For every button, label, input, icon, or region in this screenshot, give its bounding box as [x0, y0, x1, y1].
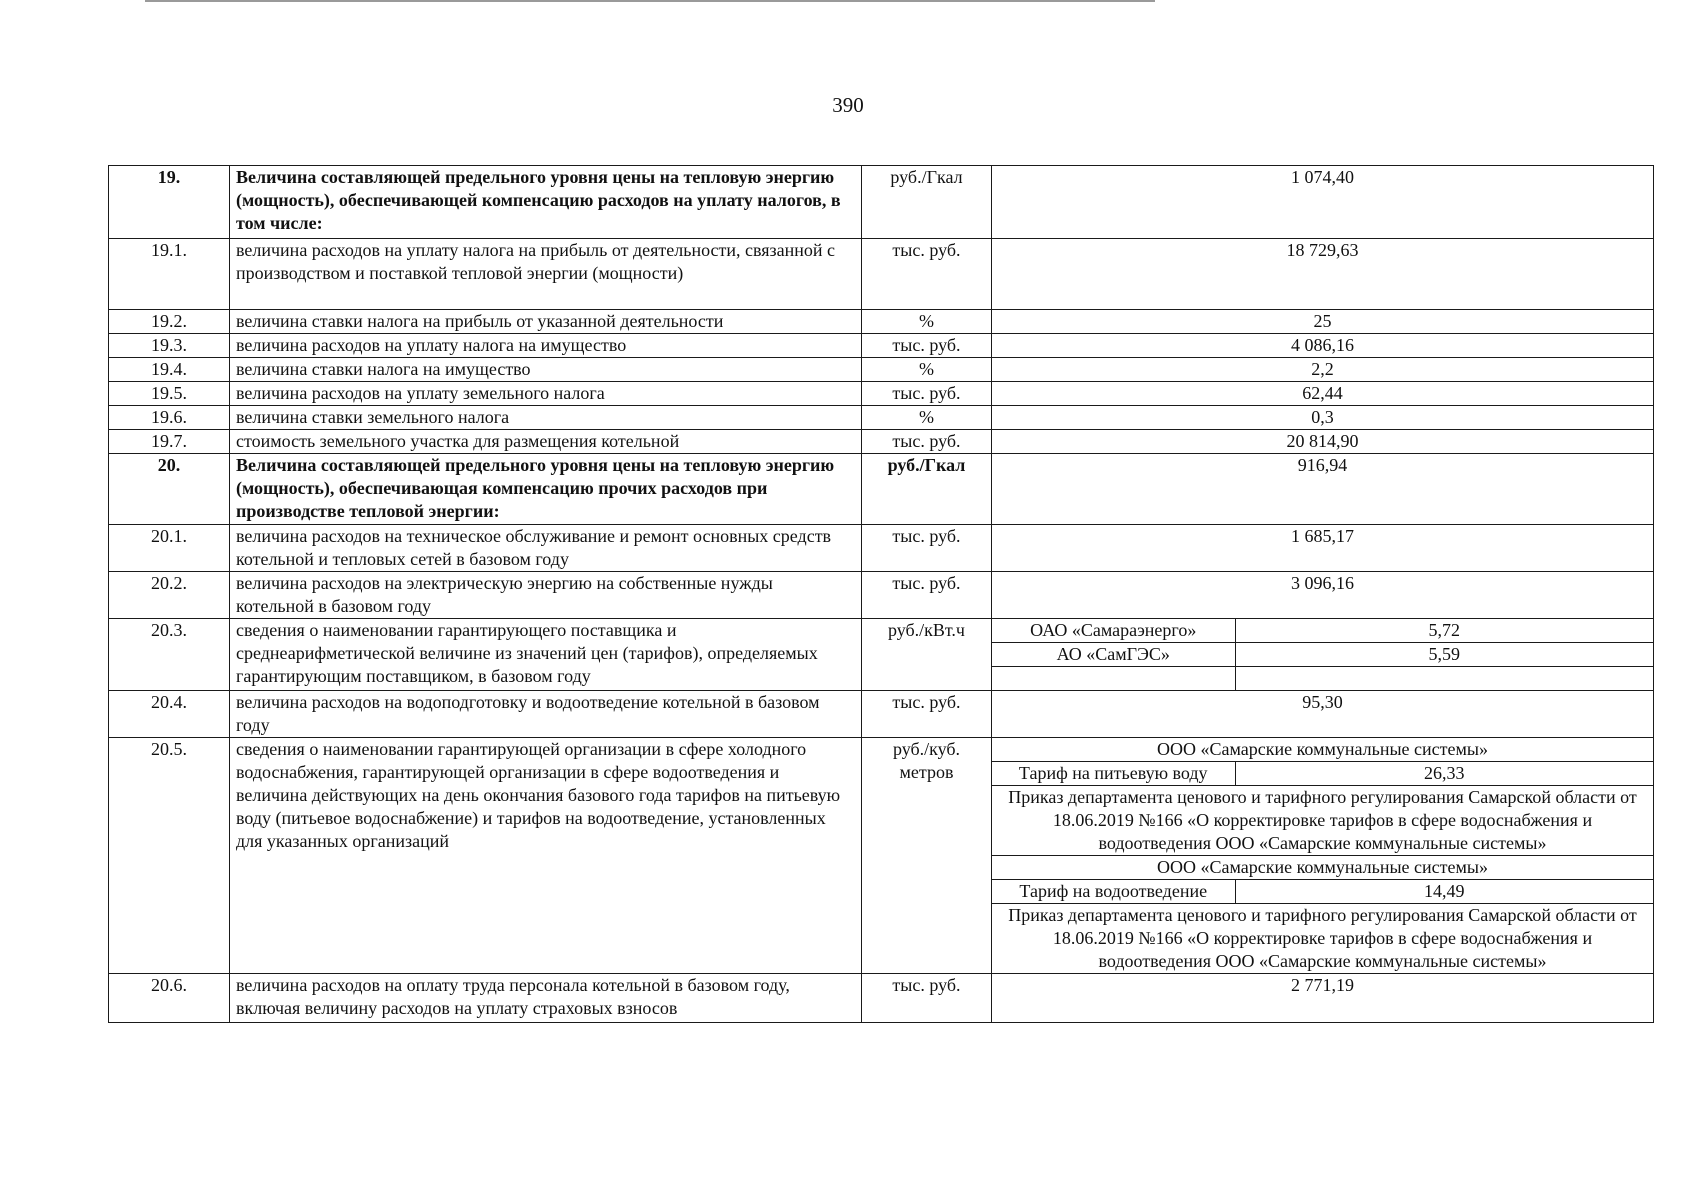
table-row [109, 166, 1654, 239]
row-value: 1 074,40 [992, 166, 1654, 239]
row-value: 3 096,16 [992, 572, 1654, 619]
water-org-row [992, 738, 1653, 762]
row-description: величина расходов на водоподготовку и водоотведение котельной в базовом году [230, 691, 862, 738]
row-number: 19. [109, 166, 230, 239]
row-number: 19.5. [109, 382, 230, 406]
water-tariff-table [992, 738, 1653, 973]
row-number: 20.1. [109, 525, 230, 572]
row-unit: тыс. руб. [862, 691, 992, 738]
water-tariff-cell [992, 738, 1654, 974]
sewage-tariff-row [992, 880, 1653, 904]
table-row [109, 430, 1654, 454]
supplier-name: ОАО «Самараэнерго» [992, 619, 1235, 643]
row-unit: тыс. руб. [862, 334, 992, 358]
row-description: величина ставки налога на прибыль от указанной деятельности [230, 310, 862, 334]
table-row [109, 454, 1654, 525]
water-tariff-row [992, 762, 1653, 786]
table-row [109, 738, 1654, 974]
row-value: 62,44 [992, 382, 1654, 406]
sewage-tariff-value: 14,49 [1235, 880, 1653, 904]
row-unit: % [862, 310, 992, 334]
row-number: 20.6. [109, 974, 230, 1023]
table-row [109, 572, 1654, 619]
row-value: 2 771,19 [992, 974, 1654, 1023]
row-value: 25 [992, 310, 1654, 334]
table-row [109, 239, 1654, 310]
supplier-row-empty [992, 667, 1653, 691]
row-description: величина расходов на уплату земельного налога [230, 382, 862, 406]
table-row [109, 310, 1654, 334]
row-unit: руб./Гкал [862, 454, 992, 525]
sewage-org-row [992, 856, 1653, 880]
sewage-order-text: Приказ департамента ценового и тарифного регулирования Самарской области от 18.06.2019 №166 «О корректировке тарифов в сфере водоснабжения и водоотведения ООО «Самарские коммунальные системы» [992, 904, 1653, 974]
supplier-row [992, 619, 1653, 643]
supplier-row [992, 643, 1653, 667]
table-row [109, 619, 1654, 691]
row-number: 20.4. [109, 691, 230, 738]
tariff-table [108, 165, 1654, 1023]
row-number: 19.7. [109, 430, 230, 454]
row-number: 19.1. [109, 239, 230, 310]
sewage-tariff-label: Тариф на водоотведение [992, 880, 1235, 904]
water-org-name: ООО «Самарские коммунальные системы» [992, 738, 1653, 762]
row-unit: руб./кВт.ч [862, 619, 992, 691]
top-rule [145, 0, 1155, 2]
row-value: 1 685,17 [992, 525, 1654, 572]
row-unit: тыс. руб. [862, 572, 992, 619]
row-value: 4 086,16 [992, 334, 1654, 358]
row-value: 20 814,90 [992, 430, 1654, 454]
row-number: 20.3. [109, 619, 230, 691]
row-description: величина расходов на уплату налога на прибыль от деятельности, связанной с производством и поставкой тепловой энергии (мощности) [230, 239, 862, 310]
row-number: 20. [109, 454, 230, 525]
supplier-cell [992, 619, 1654, 691]
row-value: 0,3 [992, 406, 1654, 430]
table-row [109, 691, 1654, 738]
row-description: сведения о наименовании гарантирующей организации в сфере холодного водоснабжения, гарантирующей организации в сфере водоотведения и величина действующих на день окончания базового года тарифов на питьевую воду (питьевое водоснабжение) и тарифов на водоотведение, установленных для указанных организаций [230, 738, 862, 974]
row-description: сведения о наименовании гарантирующего поставщика и среднеарифметической величине из значений цен (тарифов), определяемых гарантирующим поставщиком, в базовом году [230, 619, 862, 691]
water-tariff-value: 26,33 [1235, 762, 1653, 786]
row-description: величина ставки налога на имущество [230, 358, 862, 382]
water-order-row [992, 786, 1653, 856]
row-unit: руб./Гкал [862, 166, 992, 239]
row-value: 95,30 [992, 691, 1654, 738]
row-description: величина расходов на уплату налога на имущество [230, 334, 862, 358]
row-unit: тыс. руб. [862, 382, 992, 406]
table-row [109, 334, 1654, 358]
row-value: 916,94 [992, 454, 1654, 525]
table-row [109, 358, 1654, 382]
row-description: величина расходов на техническое обслуживание и ремонт основных средств котельной и тепловых сетей в базовом году [230, 525, 862, 572]
supplier-price: 5,59 [1235, 643, 1653, 667]
row-unit: тыс. руб. [862, 974, 992, 1023]
water-tariff-label: Тариф на питьевую воду [992, 762, 1235, 786]
row-number: 20.5. [109, 738, 230, 974]
sewage-org-name: ООО «Самарские коммунальные системы» [992, 856, 1653, 880]
table-row [109, 406, 1654, 430]
row-number: 19.4. [109, 358, 230, 382]
row-unit: тыс. руб. [862, 239, 992, 310]
row-unit: тыс. руб. [862, 430, 992, 454]
supplier-table [992, 619, 1653, 690]
row-unit: руб./куб. метров [862, 738, 992, 974]
row-value: 18 729,63 [992, 239, 1654, 310]
row-description: величина расходов на оплату труда персонала котельной в базовом году, включая величину расходов на уплату страховых взносов [230, 974, 862, 1023]
page-number: 390 [832, 93, 864, 117]
supplier-price: 5,72 [1235, 619, 1653, 643]
row-description: стоимость земельного участка для размещения котельной [230, 430, 862, 454]
water-order-text: Приказ департамента ценового и тарифного регулирования Самарской области от 18.06.2019 №166 «О корректировке тарифов в сфере водоснабжения и водоотведения ООО «Самарские коммунальные системы» [992, 786, 1653, 856]
sewage-order-row [992, 904, 1653, 974]
row-value: 2,2 [992, 358, 1654, 382]
row-number: 19.3. [109, 334, 230, 358]
row-unit: % [862, 358, 992, 382]
supplier-name: АО «СамГЭС» [992, 643, 1235, 667]
table-row [109, 974, 1654, 1023]
row-description: Величина составляющей предельного уровня цены на тепловую энергию (мощность), обеспечивающая компенсацию прочих расходов при производстве тепловой энергии: [230, 454, 862, 525]
row-number: 19.2. [109, 310, 230, 334]
row-number: 19.6. [109, 406, 230, 430]
row-description: величина ставки земельного налога [230, 406, 862, 430]
row-unit: % [862, 406, 992, 430]
row-description: величина расходов на электрическую энергию на собственные нужды котельной в базовом году [230, 572, 862, 619]
row-number: 20.2. [109, 572, 230, 619]
table-row [109, 525, 1654, 572]
row-description: Величина составляющей предельного уровня цены на тепловую энергию (мощность), обеспечивающей компенсацию расходов на уплату налогов, в том числе: [230, 166, 862, 239]
table-row [109, 382, 1654, 406]
row-unit: тыс. руб. [862, 525, 992, 572]
